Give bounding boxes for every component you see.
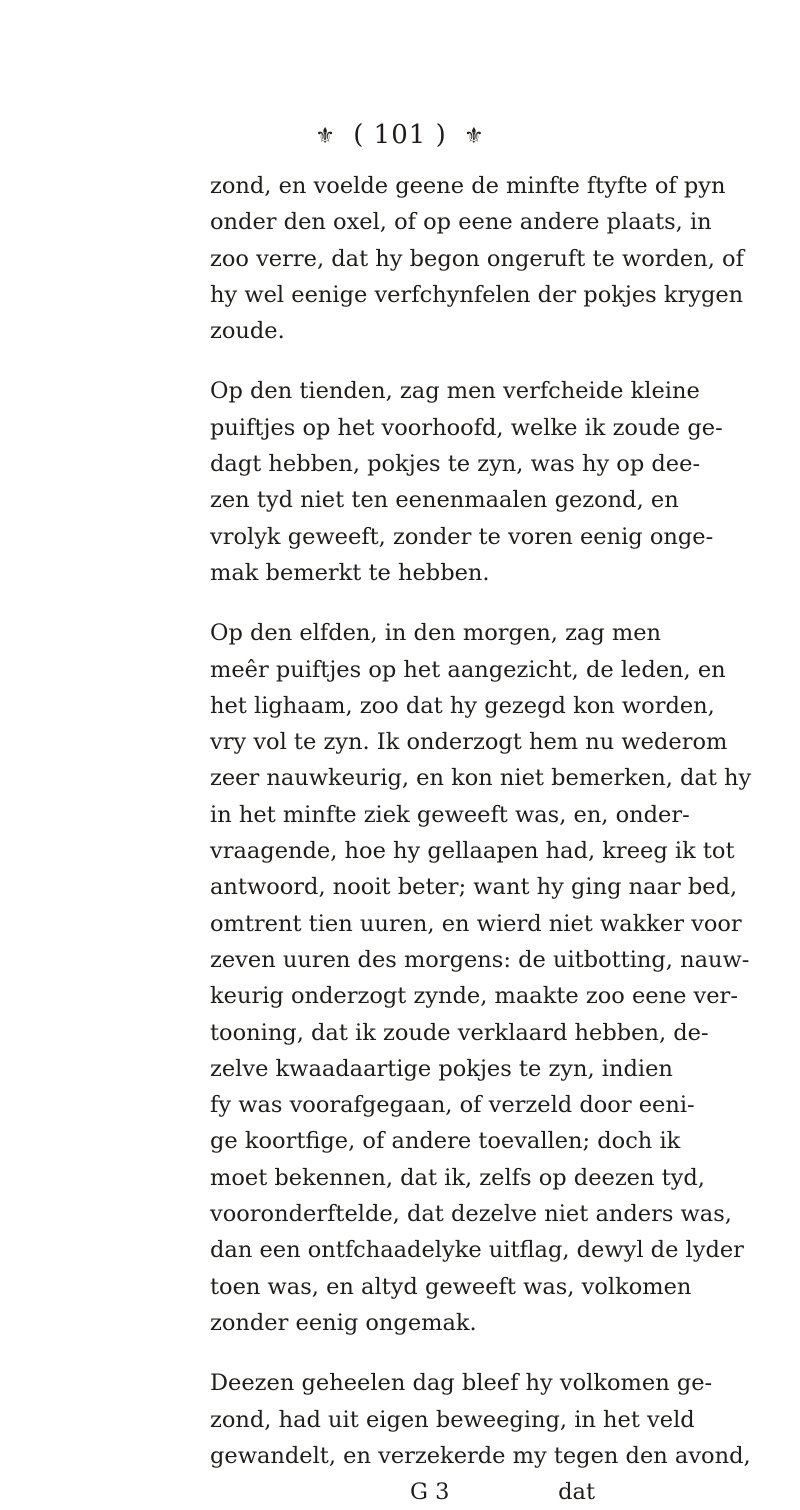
- text-line: vooronderftelde, dat dezelve niet anders was,: [210, 1201, 732, 1228]
- text-line: onder den oxel, of op eene andere plaats, in: [210, 209, 712, 236]
- text-line: mak bemerkt te hebben.: [210, 559, 490, 586]
- text-line: vry vol te zyn. Ik onderzogt hem nu wederom: [210, 729, 728, 756]
- text-line: Op den tienden, zag men verfcheide kleine: [210, 378, 700, 405]
- text-line: Op den elfden, in den morgen, zag men: [210, 620, 662, 647]
- text-line: tooning, dat ik zoude verklaard hebben, de-: [210, 1019, 709, 1046]
- catchword: dat: [558, 1479, 595, 1506]
- text-line: vraagende, hoe hy gellaapen had, kreeg ik tot: [210, 838, 735, 865]
- text-line: meêr puiftjes op het aangezicht, de leden, en: [210, 656, 726, 683]
- text-line: fy was voorafgegaan, of verzeld door eeni-: [210, 1092, 695, 1119]
- text-line: zeer nauwkeurig, en kon niet bemerken, dat hy: [210, 765, 752, 792]
- paragraph: [210, 1365, 751, 1474]
- paragraph: [210, 615, 752, 1341]
- footer-signature-line: [210, 1474, 595, 1510]
- text-line: hy wel eenige verfchynfelen der pokjes krygen: [210, 281, 744, 308]
- text-line: zoo verre, dat hy begon ongeruft te worden, of: [210, 245, 744, 272]
- page-number: ( 101 ): [353, 120, 447, 150]
- text-line: dagt hebben, pokjes te zyn, was hy op dee-: [210, 451, 701, 478]
- paragraph: [210, 168, 744, 349]
- text-line: antwoord, nooit beter; want hy ging naar bed,: [210, 874, 738, 901]
- text-line: vrolyk geweeft, zonder te voren eenig onge-: [210, 523, 714, 550]
- text-line: omtrent tien uuren, en wierd niet wakker voor: [210, 910, 742, 937]
- body-text: [210, 168, 752, 1510]
- text-line: zen tyd niet ten eenenmaalen gezond, en: [210, 487, 679, 514]
- text-line: moet bekennen, dat ik, zelfs op deezen tyd,: [210, 1164, 705, 1191]
- text-line: zond, had uit eigen beweeging, in het veld: [210, 1406, 695, 1433]
- text-line: gewandelt, en verzekerde my tegen den avond,: [210, 1442, 751, 1469]
- text-line: dan een ontfchaadelyke uitflag, dewyl de lyder: [210, 1237, 744, 1264]
- paragraph: [210, 373, 723, 591]
- text-line: het lighaam, zoo dat hy gezegd kon worden,: [210, 692, 715, 719]
- signature-mark: G 3: [410, 1479, 450, 1506]
- page-header: [0, 120, 800, 150]
- text-line: zond, en voelde geene de minfte ftyfte of pyn: [210, 173, 726, 199]
- text-line: ge koortfige, of andere toevallen; doch ik: [210, 1128, 681, 1155]
- text-line: Deezen geheelen dag bleef hy volkomen ge-: [210, 1370, 713, 1397]
- text-line: zeven uuren des morgens: de uitbotting, nauw-: [210, 946, 750, 973]
- text-line: in het minfte ziek geweeft was, en, onder-: [210, 801, 690, 828]
- text-line: keurig onderzogt zynde, maakte zoo eene ver-: [210, 983, 738, 1010]
- text-line: puiftjes op het voorhoofd, welke ik zoude ge-: [210, 414, 723, 441]
- ornament-left-icon: ⚜: [315, 124, 336, 149]
- ornament-right-icon: ⚜: [463, 124, 485, 149]
- text-line: zoude.: [210, 318, 285, 345]
- text-line: zelve kwaadaartige pokjes te zyn, indien: [210, 1055, 673, 1082]
- text-line: zonder eenig ongemak.: [210, 1309, 477, 1336]
- text-line: toen was, en altyd geweeft was, volkomen: [210, 1273, 692, 1300]
